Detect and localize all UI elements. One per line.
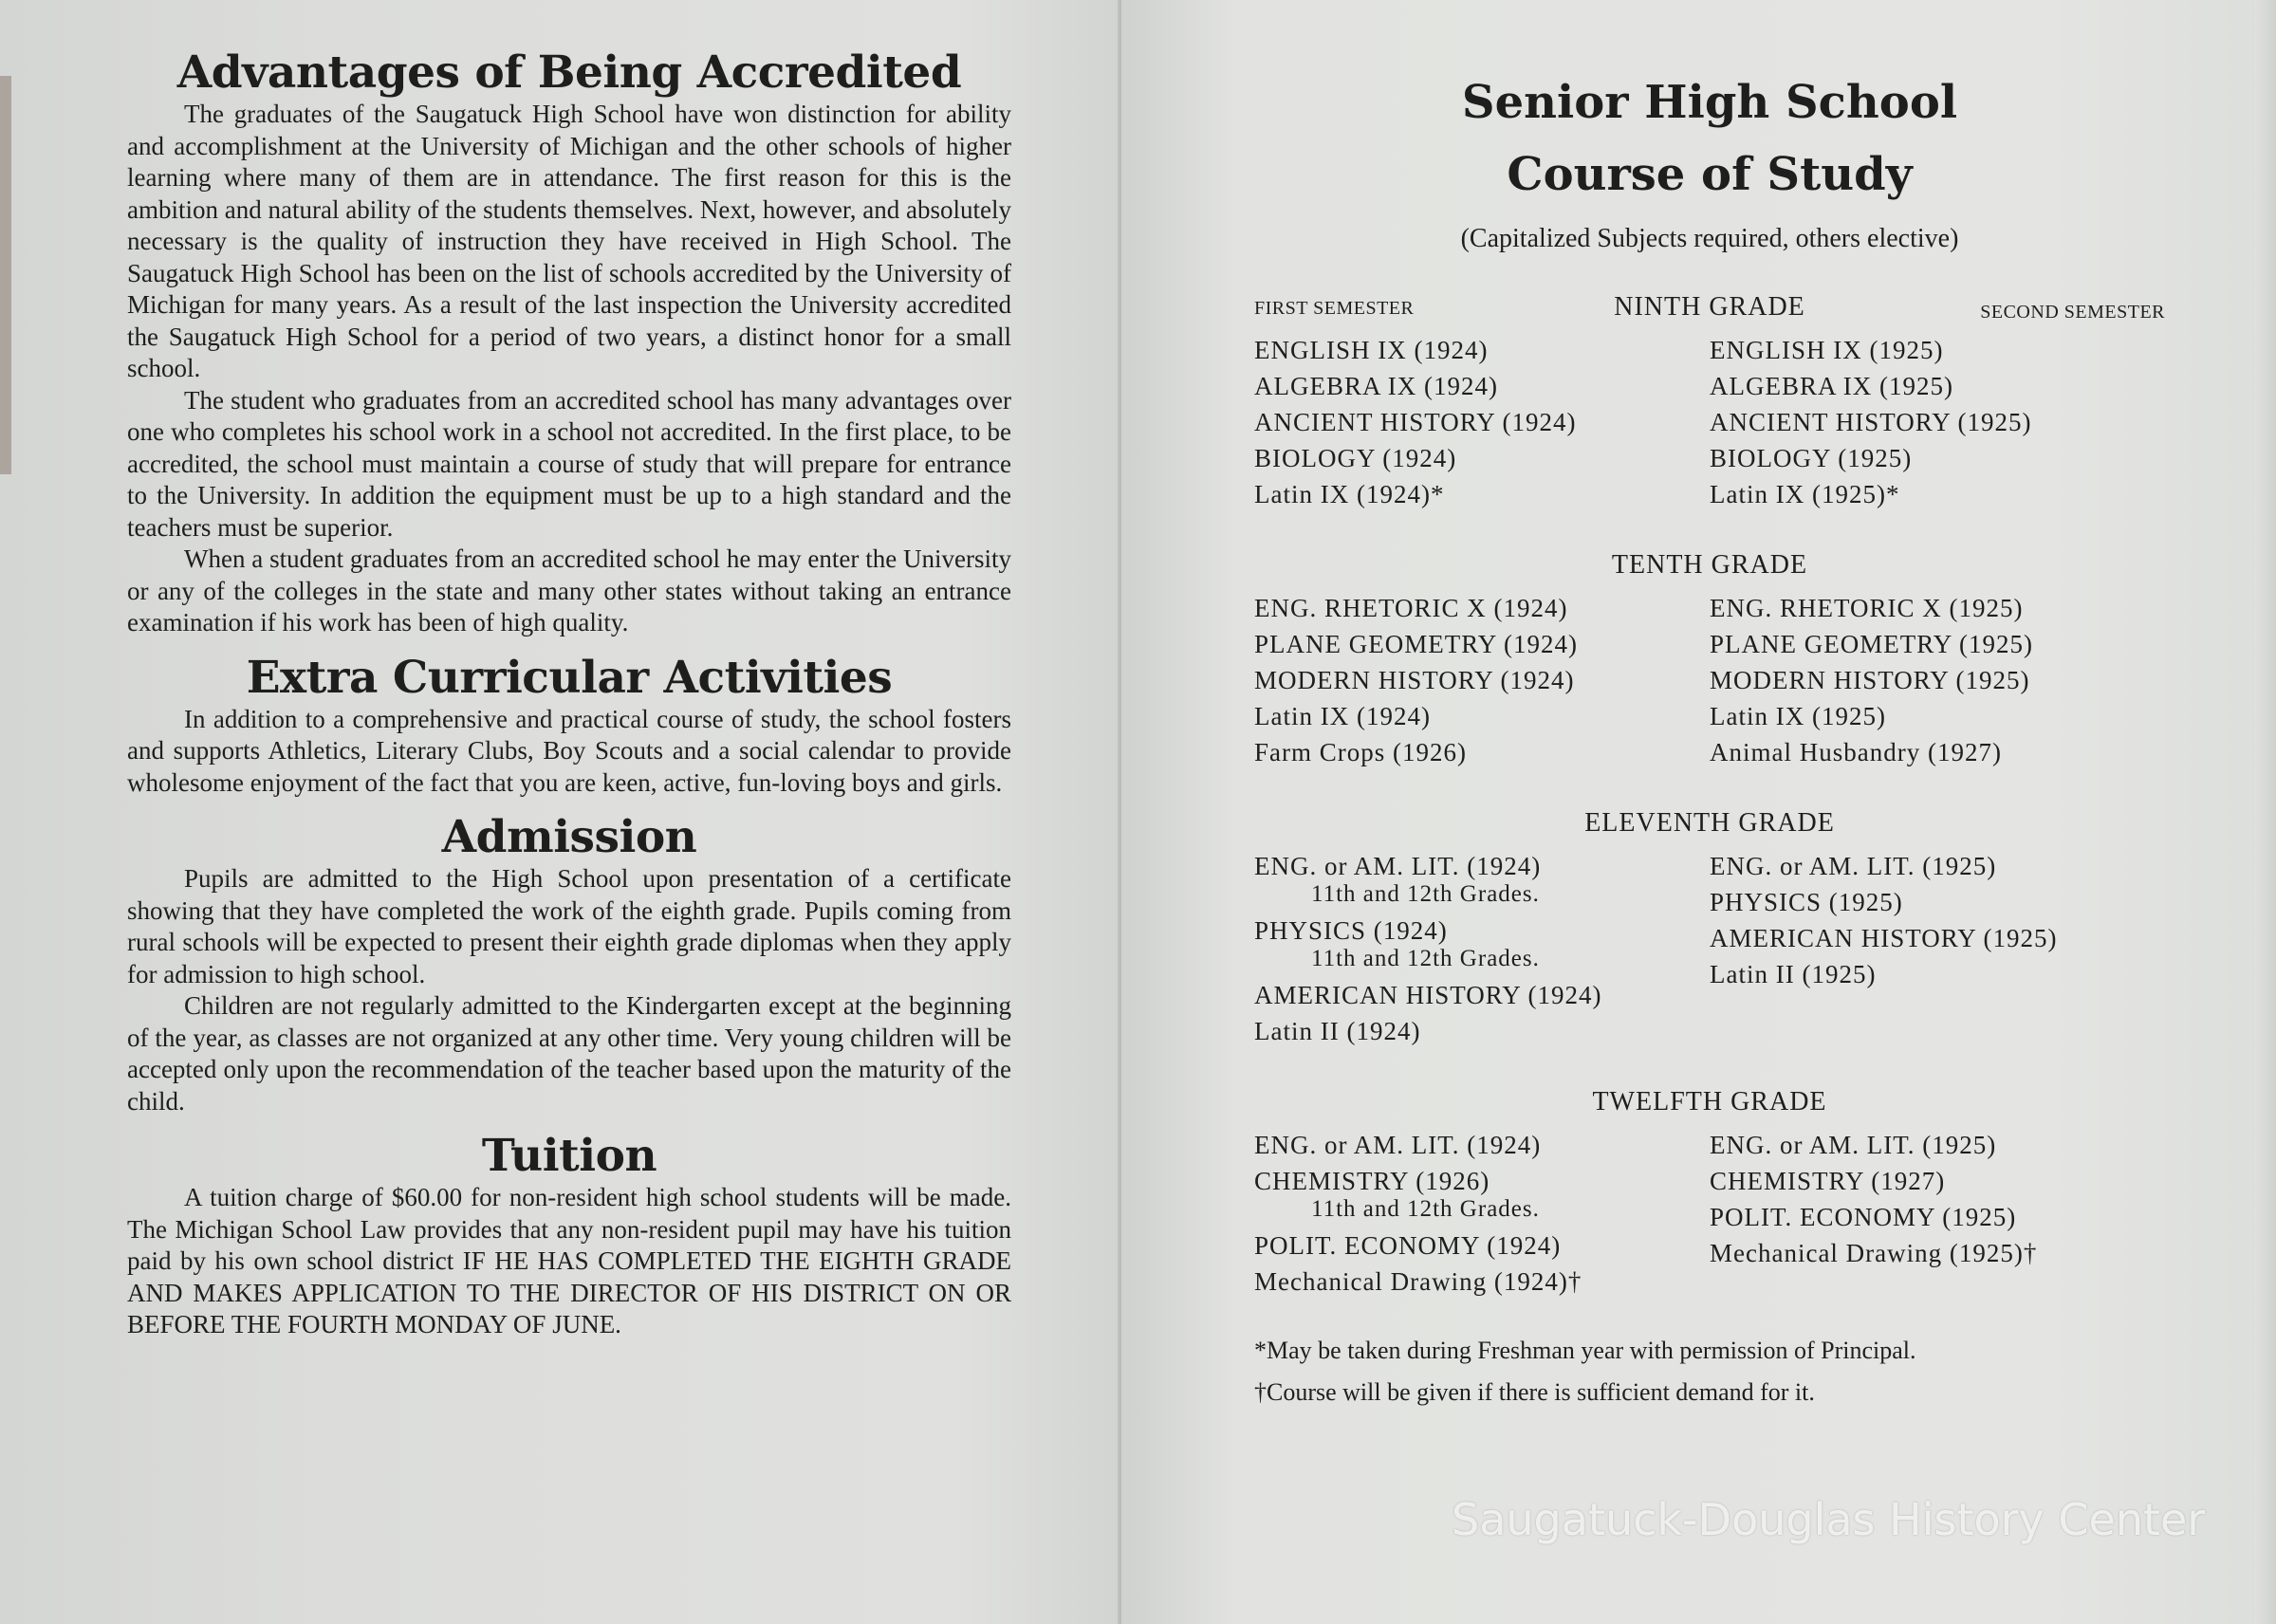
course-item: ENGLISH IX (1924) xyxy=(1254,336,1489,364)
course-item: ALGEBRA IX (1925) xyxy=(1710,372,1953,400)
admission-paragraph-2: Children are not regularly admitted to the Kindergarten except at the beginning of the year, as classes are not organized at any other time. Very young children will be accepted only upon the recommendation of the teacher based upon the maturity of the child. xyxy=(127,991,1011,1116)
watermark: Saugatuck-Douglas History Center xyxy=(1452,1494,2206,1545)
course-item: PHYSICS (1925) xyxy=(1710,888,1903,916)
left-page-body xyxy=(127,47,1011,1341)
grade-heading-row xyxy=(1254,546,2165,584)
grade-heading-row xyxy=(1254,804,2165,842)
second-semester-column xyxy=(1710,590,2165,770)
course-item: Mechanical Drawing (1925)† xyxy=(1710,1239,2038,1267)
course-item: Latin IX (1924)* xyxy=(1254,480,1445,508)
course-item: AMERICAN HISTORY (1924) xyxy=(1254,981,1602,1009)
course-item: ANCIENT HISTORY (1925) xyxy=(1710,408,2032,436)
tuition-paragraph: A tuition charge of $60.00 for non-resident high school students will be made. The Michigan School Law provides that any non-resident pupil may have his tuition paid by his own school district IF HE HAS COMPLETED THE EIGHTH GRADE AND MAKES APPLICATION TO THE DIRECTOR OF HIS DISTRICT ON OR BEFORE THE FOURTH MONDAY OF JUNE. xyxy=(127,1183,1011,1339)
second-semester-column xyxy=(1710,848,2165,1049)
admission-heading: Admission xyxy=(441,811,697,864)
first-semester-column xyxy=(1254,848,1710,1049)
second-semester-column xyxy=(1710,332,2165,512)
course-item: PLANE GEOMETRY (1925) xyxy=(1710,630,2033,658)
course-note: 11th and 12th Grades. xyxy=(1311,946,1540,971)
course-item: ENG. or AM. LIT. (1924) xyxy=(1254,1131,1542,1159)
right-page-edge xyxy=(2255,0,2276,1624)
course-item: Mechanical Drawing (1924)† xyxy=(1254,1267,1582,1296)
course-item: BIOLOGY (1925) xyxy=(1710,444,1913,472)
grade-columns xyxy=(1254,1127,2165,1300)
grades-container xyxy=(1254,288,2165,1300)
tuition-heading: Tuition xyxy=(481,1130,657,1183)
course-item: Animal Husbandry (1927) xyxy=(1710,738,2002,766)
course-item: ENG. RHETORIC X (1924) xyxy=(1254,594,1568,622)
advantages-paragraph-1: The graduates of the Saugatuck High School have won distinction for ability and accomplishment at the University of Michigan and the other schools of higher learning where many of them are in attendance. The first reason for this is the ambition and natural ability of the students themselves. Next, however, and absolutely necessary is the quality of instruction they have received in High School. The Saugatuck High School has been on the list of schools accredited by the University of Michigan for many years. As a result of the last inspection the University accredited the Saugatuck High School for a period of two years, a distinct honor for a small school. xyxy=(127,100,1011,383)
advantages-paragraph-2: The student who graduates from an accredited school has many advantages over one who completes his school work in a school not accredited. In the first place, to be accredited, the school must maintain a course of study that will prepare for entrance to the University. In addition the equipment must be up to a high standard and the teachers must be superior. xyxy=(127,385,1011,542)
course-item: CHEMISTRY (1927) xyxy=(1710,1167,1946,1195)
course-item: ANCIENT HISTORY (1924) xyxy=(1254,408,1577,436)
grade-title: TWELFTH GRADE xyxy=(1592,1087,1827,1116)
grade-heading-row xyxy=(1254,288,2165,326)
first-semester-column xyxy=(1254,332,1710,512)
course-item: CHEMISTRY (1926) xyxy=(1254,1167,1490,1195)
course-item: Latin IX (1924) xyxy=(1254,702,1431,730)
course-item: ENG. RHETORIC X (1925) xyxy=(1710,594,2024,622)
course-item: POLIT. ECONOMY (1925) xyxy=(1710,1203,2017,1231)
admission-paragraph-1: Pupils are admitted to the High School upon presentation of a certificate showing that they have completed the work of the eighth grade. Pupils coming from rural schools will be expected to present their eighth grade diplomas when they apply for admission to high school. xyxy=(127,864,1011,988)
course-title-line2: Course of Study xyxy=(1507,148,1913,201)
course-note: 11th and 12th Grades. xyxy=(1311,881,1540,907)
left-page xyxy=(0,0,1121,1624)
grade-heading-row xyxy=(1254,1083,2165,1121)
right-page xyxy=(1121,0,2276,1624)
grade-title: ELEVENTH GRADE xyxy=(1584,808,1835,838)
first-semester-label: FIRST SEMESTER xyxy=(1254,298,1415,319)
course-item: PLANE GEOMETRY (1924) xyxy=(1254,630,1578,658)
course-item: Latin II (1924) xyxy=(1254,1017,1421,1045)
course-item: Latin IX (1925) xyxy=(1710,702,1886,730)
grade-title: TENTH GRADE xyxy=(1611,550,1808,580)
course-item: BIOLOGY (1924) xyxy=(1254,444,1457,472)
footnote-asterisk: *May be taken during Freshman year with permission of Principal. xyxy=(1254,1337,1916,1364)
first-semester-column xyxy=(1254,1127,1710,1300)
course-item: ENGLISH IX (1925) xyxy=(1710,336,1944,364)
course-item: MODERN HISTORY (1925) xyxy=(1710,666,2030,694)
binding-tab xyxy=(0,76,11,474)
course-item: Latin II (1925) xyxy=(1710,960,1877,988)
course-item: POLIT. ECONOMY (1924) xyxy=(1254,1231,1562,1260)
course-subtitle: (Capitalized Subjects required, others elective) xyxy=(1460,224,1959,253)
course-item: ENG. or AM. LIT. (1924) xyxy=(1254,852,1542,880)
first-semester-column xyxy=(1254,590,1710,770)
advantages-paragraph-3: When a student graduates from an accredited school he may enter the University or any of the colleges in the state and many other states without taking an entrance examination if his work has been of high quality. xyxy=(127,544,1011,637)
course-item: Farm Crops (1926) xyxy=(1254,738,1467,766)
course-item: ENG. or AM. LIT. (1925) xyxy=(1710,1131,1997,1159)
course-of-study xyxy=(1254,66,2165,1413)
second-semester-label: SECOND SEMESTER xyxy=(1980,302,2165,323)
course-item: ENG. or AM. LIT. (1925) xyxy=(1710,852,1997,880)
course-item: MODERN HISTORY (1924) xyxy=(1254,666,1575,694)
grade-columns xyxy=(1254,332,2165,512)
grade-title: NINTH GRADE xyxy=(1614,292,1805,322)
course-title-line1: Senior High School xyxy=(1461,76,1958,129)
course-note: 11th and 12th Grades. xyxy=(1311,1196,1540,1222)
footnotes xyxy=(1254,1330,2165,1413)
advantages-heading: Advantages of Being Accredited xyxy=(176,46,962,99)
extra-curricular-heading: Extra Curricular Activities xyxy=(246,651,893,704)
course-item: PHYSICS (1924) xyxy=(1254,916,1448,945)
course-item: AMERICAN HISTORY (1925) xyxy=(1710,924,2058,952)
second-semester-column xyxy=(1710,1127,2165,1300)
footnote-dagger: †Course will be given if there is sufficient demand for it. xyxy=(1254,1378,1815,1406)
course-item: ALGEBRA IX (1924) xyxy=(1254,372,1498,400)
grade-columns xyxy=(1254,590,2165,770)
course-item: Latin IX (1925)* xyxy=(1710,480,1900,508)
grade-columns xyxy=(1254,848,2165,1049)
extra-curricular-paragraph: In addition to a comprehensive and practical course of study, the school fosters and supports Athletics, Literary Clubs, Boy Scouts and a social calendar to provide wholesome enjoyment of the fact that you are keen, active, fun-loving boys and girls. xyxy=(127,704,1011,797)
